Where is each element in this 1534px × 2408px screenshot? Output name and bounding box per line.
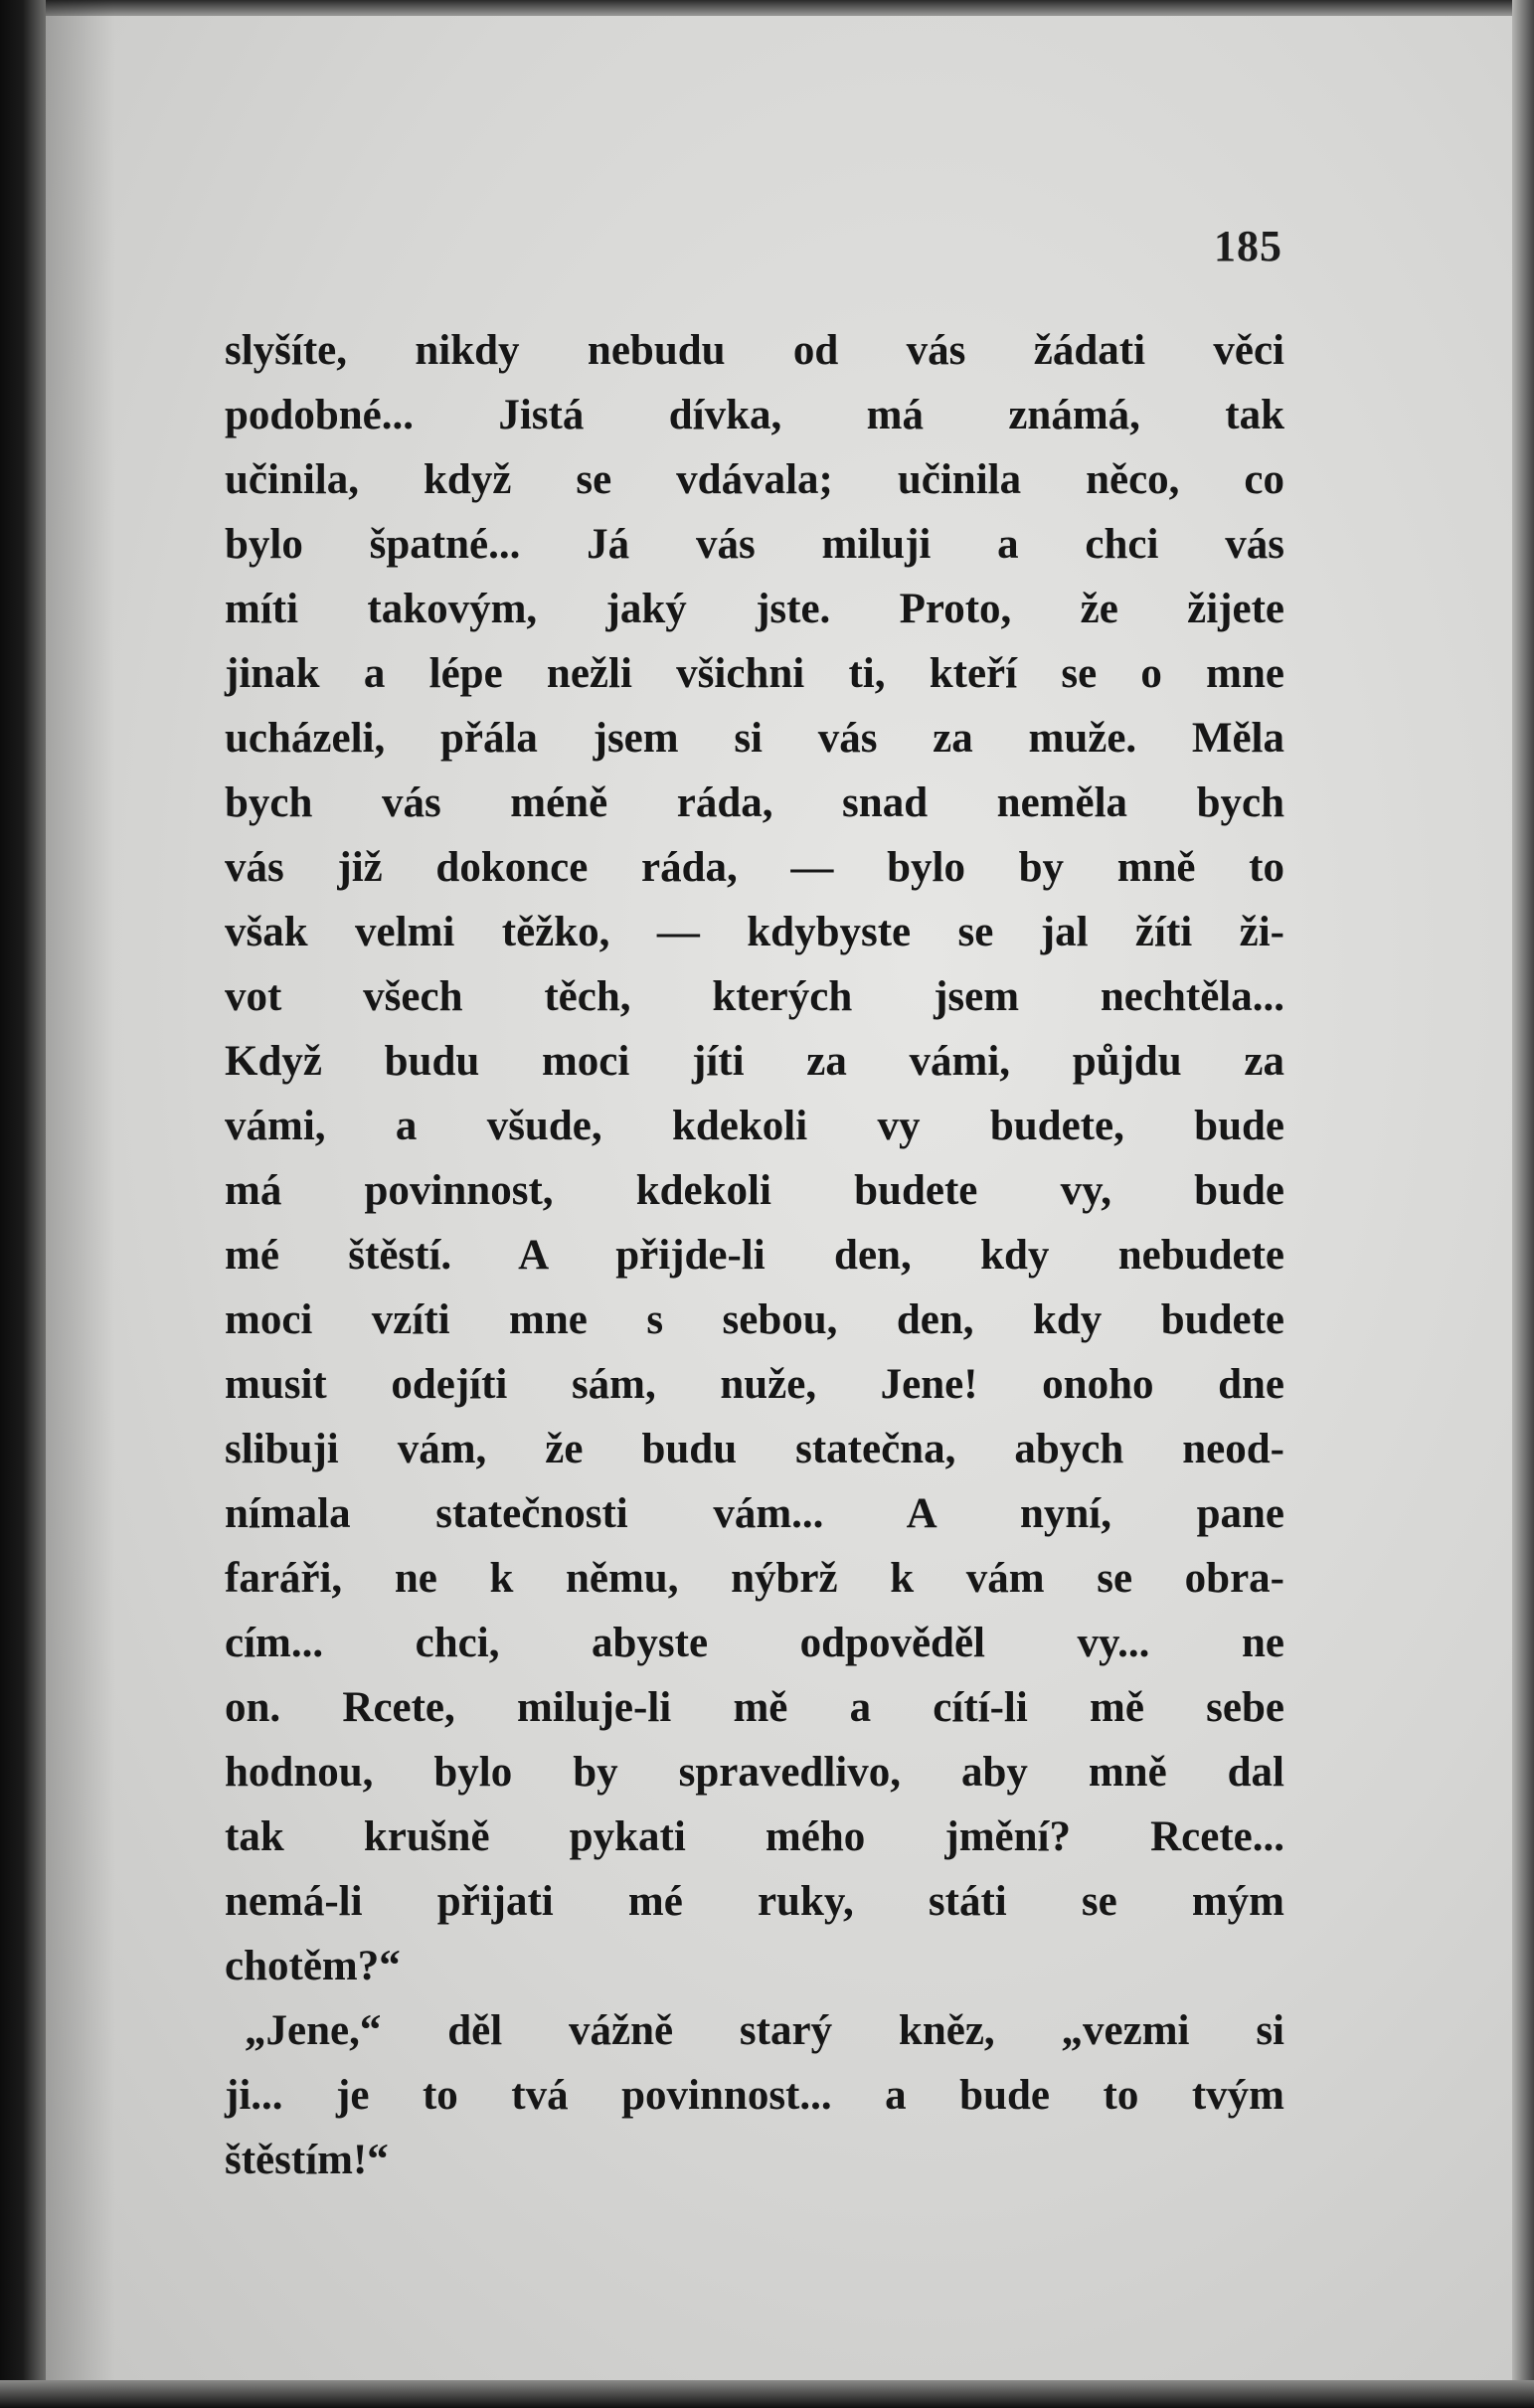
scan-border-top	[0, 0, 1534, 16]
text-line: bylo špatné... Já vás miluji a chci vás	[225, 521, 1284, 568]
text-line: míti takovým, jaký jste. Proto, že žijete	[225, 586, 1284, 632]
text-line: nímala statečnosti vám... A nyní, pane	[225, 1490, 1284, 1537]
text-line: podobné... Jistá dívka, má známá, tak	[225, 392, 1284, 438]
text-line: mé štěstí. A přijde-li den, kdy nebudete	[225, 1232, 1284, 1279]
body-text	[225, 318, 1284, 2192]
text-line: musit odejíti sám, nuže, Jene! onoho dne	[225, 1361, 1284, 1408]
text-line: má povinnost, kdekoli budete vy, bude	[225, 1167, 1284, 1214]
text-line: tak krušně pykati mého jmění? Rcete...	[225, 1813, 1284, 1860]
text-line: bych vás méně ráda, snad neměla bych	[225, 779, 1284, 826]
text-line: Když budu moci jíti za vámi, půjdu za	[225, 1038, 1284, 1085]
text-line: vás již dokonce ráda, — bylo by mně to	[225, 844, 1284, 891]
text-line: vámi, a všude, kdekoli vy budete, bude	[225, 1103, 1284, 1149]
text-line: štěstím!“	[225, 2137, 389, 2183]
text-line: však velmi těžko, — kdybyste se jal žíti ži-	[225, 909, 1284, 955]
text-line: ji... je to tvá povinnost... a bude to tvým	[225, 2072, 1284, 2119]
text-line: chotěm?“	[225, 1943, 401, 1989]
text-line: jinak a lépe nežli všichni ti, kteří se o mne	[225, 650, 1284, 697]
text-line: hodnou, bylo by spravedlivo, aby mně dal	[225, 1749, 1284, 1796]
text-line: učinila, když se vdávala; učinila něco, co	[225, 456, 1284, 503]
text-line: vot všech těch, kterých jsem nechtěla...	[225, 973, 1284, 1020]
scan-border-left	[0, 0, 46, 2408]
text-line: „Jene,“ děl vážně starý kněz, „vezmi si	[245, 2007, 1284, 2054]
text-line: ucházeli, přála jsem si vás za muže. Měla	[225, 715, 1284, 762]
text-line: slyšíte, nikdy nebudu od vás žádati věci	[225, 327, 1284, 374]
text-line: cím... chci, abyste odpověděl vy... ne	[225, 1620, 1284, 1666]
text-line: slibuji vám, že budu statečna, abych neod-	[225, 1426, 1284, 1472]
text-line: nemá-li přijati mé ruky, státi se mým	[225, 1878, 1284, 1925]
text-line: faráři, ne k němu, nýbrž k vám se obra-	[225, 1555, 1284, 1602]
scan-border-bottom	[0, 2380, 1534, 2408]
page-number: 185	[1214, 222, 1282, 270]
text-line: on. Rcete, miluje-li mě a cítí-li mě sebe	[225, 1684, 1284, 1731]
binding-shadow	[46, 0, 115, 2408]
text-line: moci vzíti mne s sebou, den, kdy budete	[225, 1296, 1284, 1343]
scan-border-right	[1512, 0, 1534, 2408]
